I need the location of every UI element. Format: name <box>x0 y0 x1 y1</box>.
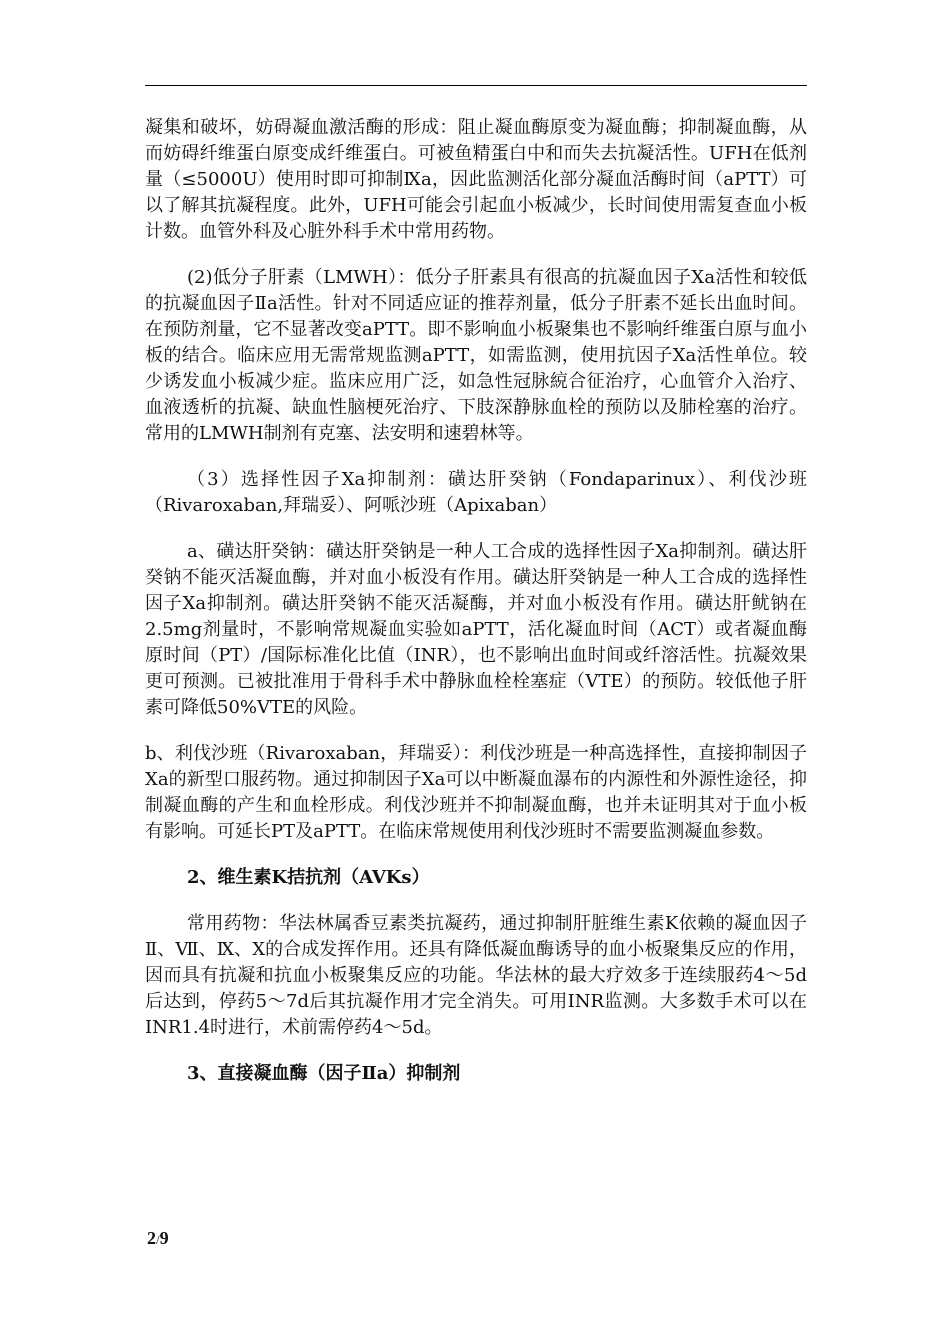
page-current: 2 <box>147 1228 156 1248</box>
heading-direct-thrombin: 3、直接凝血酶（因子Ⅱa）抑制剂 <box>187 1063 461 1084</box>
header-rule <box>145 85 807 86</box>
page-total: 9 <box>159 1228 169 1248</box>
paragraph-lmwh: (2)低分子肝素（LMWH）：低分子肝素具有很高的抗凝血因子Ⅹa活性和较低的抗凝血因子Ⅱa活性。针对不同适应证的推荐剂量，低分子肝素不延长出血时间。在预防剂量，它不显著改变aPTT。即不影响血小板聚集也不影响纤维蛋白原与血小板的结合。临床应用无需常规监测aPTT，如需监测，使用抗因子Xa活性单位。较少诱发血小板减少症。监床应用广泛，如急性冠脉綂合征治疗，心血管介入治疗、血液透析的抗凝、缺血性脑梗死治疗、下肢深静脉血栓的预防以及肺栓塞的治疗。常用的LMWH制剂有克塞、法安明和速碧林等。 <box>145 267 807 444</box>
paragraph-ufh: 凝集和破坏，妨碍凝血激活酶的形成：阻止凝血酶原变为凝血酶；抑制凝血酶，从而妨碍纤维蛋白原变成纤维蛋白。可被鱼精蛋白中和而失去抗凝活性。UFH在低剂量（≤5000U）使用时即可抑制Ⅸa，因此监测活化部分凝血活酶时间（aPTT）可以了解其抗凝程度。此外，UFH可能会引起血小板减少，长时间使用需复查血小板计数。血管外科及心脏外科手术中常用药物。 <box>145 117 807 242</box>
page-separator: / <box>156 1232 160 1247</box>
heading-avks: 2、维生素K拮抗剂（AVKs） <box>187 867 430 888</box>
paragraph-warfarin: 常用药物：华法林属香豆素类抗凝药，通过抑制肝脏维生素K依赖的凝血因子Ⅱ、Ⅶ、Ⅸ、Ⅹ的合成发挥作用。还具有降低凝血酶诱导的血小板聚集反应的作用，因而具有抗凝和抗血小板聚集反应的功能。华法林的最大疗效多于连续服药4～5d后达到，停药5～7d后其抗凝作用才完全消失。可用INR监测。大多数手术可以在INR1.4时进行，术前需停药4～5d。 <box>145 913 807 1038</box>
paragraph-rivaroxaban: b、利伐沙班（Rivaroxaban，拜瑞妥）：利伐沙班是一种高选择性，直接抑制因子Xa的新型口服药物。通过抑制因子Xa可以中断凝血瀑布的内源性和外源性途径，抑制凝血酶的产生和血栓形成。利伐沙班并不抑制凝血酶，也并未证明其对于血小板有影响。可延长PT及aPTT。在临床常规使用利伐沙班时不需要监测凝血参数。 <box>145 743 807 842</box>
paragraph-factor-xa: （3）选择性因子Xa抑制剂：磺达肝癸钠（Fondaparinux）、利伐沙班（Rivaroxaban,拜瑞妥）、阿哌沙班（Apixaban） <box>145 469 807 516</box>
document-body <box>145 115 807 1107</box>
paragraph-fondaparinux: a、磺达肝癸钠：磺达肝癸钠是一种人工合成的选择性因子Xa抑制剂。磺达肝癸钠不能灭活凝血酶，并对血小板没有作用。磺达肝癸钠是一种人工合成的选择性因子Xa抑制剂。磺达肝癸钠不能灭活凝酶，并对血小板没有作用。磺达肝鱿钠在2.5mg剂量时，不影响常规凝血实验如aPTT，活化凝血时间（ACT）或者凝血酶原时间（PT）/国际标准化比值（INR），也不影响出血时间或纤溶活性。抗凝效果更可预测。已被批准用于骨科手术中静脉血栓栓塞症（VTE）的预防。较低他子肝素可降低50%VTE的风险。 <box>145 541 807 718</box>
page-number <box>147 1228 169 1249</box>
